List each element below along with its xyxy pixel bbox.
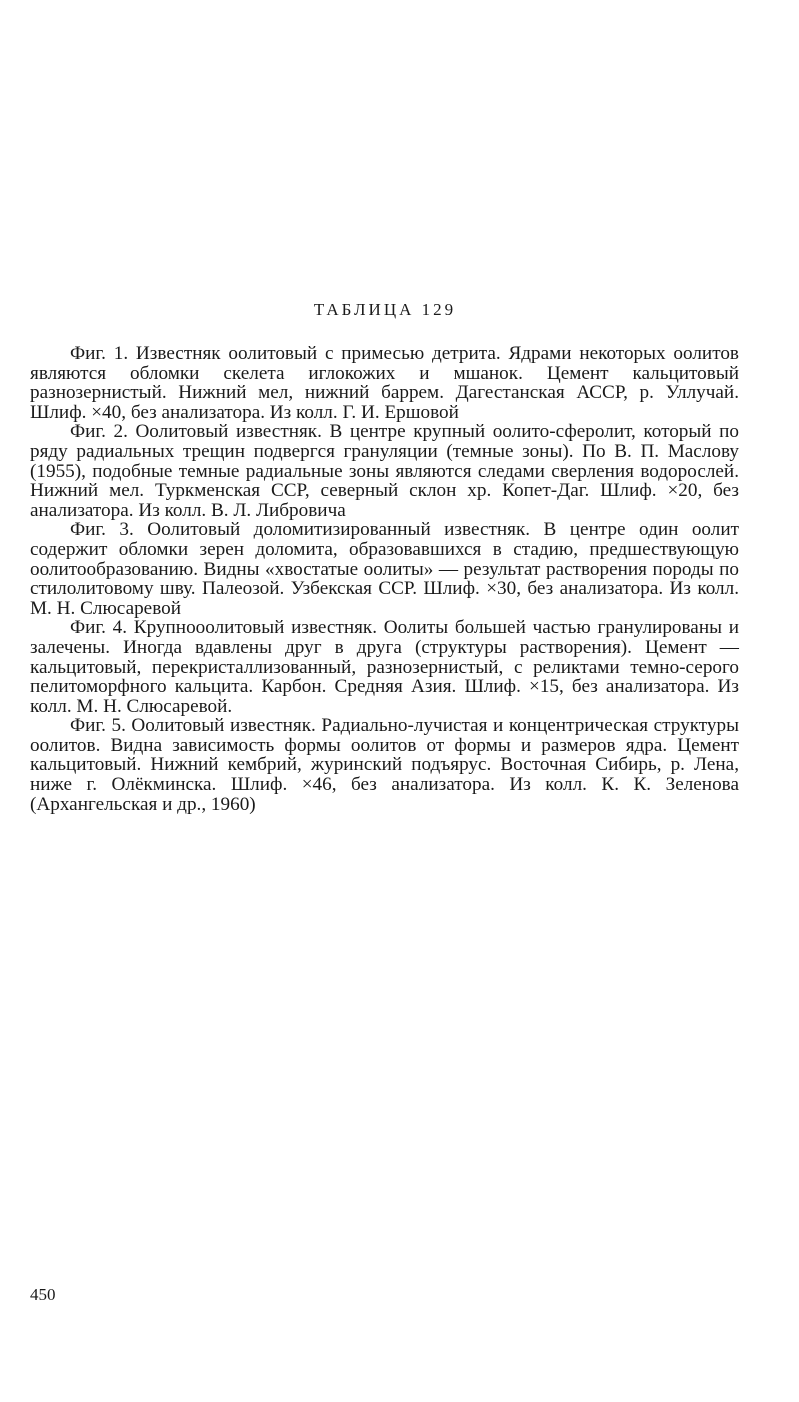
caption-fig-2: Фиг. 2. Оолитовый известняк. В центре крупный оолито-сферолит, который по ряду радиальных трещин подвергся грануляции (темные зоны). По В. П. Маслову (1955), подобные темные радиальные зоны являются следами сверления водорослей. Нижний мел. Туркменская ССР, северный склон хр. Копет-Даг. Шлиф. ×20, без анализатора. Из колл. В. Л. Либровича <box>30 421 739 521</box>
table-title: ТАБЛИЦА 129 <box>313 300 457 319</box>
caption-fig-4: Фиг. 4. Крупнооолитовый известняк. Оолиты большей частью гранулированы и залечены. Иногда вдавлены друг в друга (структуры растворения). Цемент — кальцитовый, перекристаллизованный, разнозернистый, с реликтами темно-серого пелитоморфного кальцита. Карбон. Средняя Азия. Шлиф. ×15, без анализатора. Из колл. М. Н. Слюсаревой. <box>30 617 739 717</box>
caption-fig-5: Фиг. 5. Оолитовый известняк. Радиально-лучистая и концентрическая структуры оолитов. Видна зависимость формы оолитов от формы и размеров ядра. Цемент кальцитовый. Нижний кембрий, журинский подъярус. Восточная Сибирь, р. Лена, ниже г. Олёкминска. Шлиф. ×46, без анализатора. Из колл. К. К. Зеленова (Архангельская и др., 1960) <box>30 715 739 815</box>
figure-captions <box>30 344 739 814</box>
page-number: 450 <box>30 1285 56 1304</box>
caption-fig-1: Фиг. 1. Известняк оолитовый с примесью детрита. Ядрами некоторых оолитов являются обломки скелета иглокожих и мшанок. Цемент кальцитовый разнозернистый. Нижний мел, нижний баррем. Дагестанская АССР, р. Уллучай. Шлиф. ×40, без анализатора. Из колл. Г. И. Ершовой <box>30 343 739 423</box>
caption-fig-3: Фиг. 3. Оолитовый доломитизированный известняк. В центре один оолит содержит обломки зерен доломита, образовавшихся в стадию, предшествующую оолитообразованию. Видны «хвостатые оолиты» — результат растворения породы по стилолитовому шву. Палеозой. Узбекская ССР. Шлиф. ×30, без анализатора. Из колл. М. Н. Слюсаревой <box>30 519 739 619</box>
